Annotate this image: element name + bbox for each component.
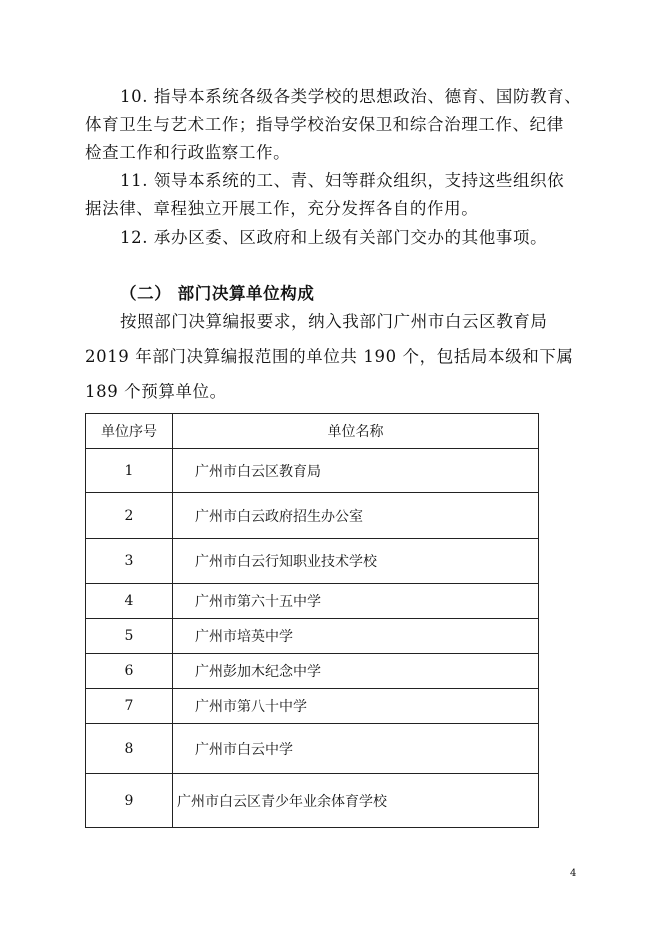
header-cell: 单位序号 (86, 414, 173, 449)
text-line: 189 个预算单位。 (85, 382, 227, 401)
text-line: 据法律、章程独立开展工作，充分发挥各自的作用。 (85, 199, 479, 218)
unit-name: 广州彭加木纪念中学 (173, 654, 539, 689)
table-row (86, 539, 539, 584)
text-line: 检查工作和行政监察工作。 (85, 143, 291, 162)
text-line: 12. 承办区委、区政府和上级有关部门交办的其他事项。 (120, 228, 548, 247)
unit-name: 广州市培英中学 (173, 619, 539, 654)
unit-number: 3 (86, 539, 173, 584)
text-line: 2019 年部门决算编报范围的单位共 190 个，包括局本级和下属 (85, 347, 574, 366)
unit-number: 6 (86, 654, 173, 689)
table-row (86, 619, 539, 654)
unit-number: 2 (86, 493, 173, 539)
unit-name: 广州市第六十五中学 (173, 584, 539, 619)
unit-name: 广州市白云中学 (173, 724, 539, 774)
unit-number: 9 (86, 774, 173, 828)
unit-name: 广州市白云政府招生办公室 (173, 493, 539, 539)
unit-number: 4 (86, 584, 173, 619)
table-row (86, 493, 539, 539)
text-line: 体育卫生与艺术工作；指导学校治安保卫和综合治理工作、纪律 (85, 115, 564, 134)
unit-name: 广州市白云区青少年业余体育学校 (173, 774, 539, 828)
unit-table (85, 413, 539, 828)
unit-number: 8 (86, 724, 173, 774)
table-header-row (86, 414, 539, 449)
unit-number: 5 (86, 619, 173, 654)
text-line: 10. 指导本系统各级各类学校的思想政治、德育、国防教育、 (120, 87, 582, 106)
page-number: 4 (570, 868, 577, 879)
unit-name: 广州市白云区教育局 (173, 449, 539, 493)
header-cell: 单位名称 (173, 414, 539, 449)
section-heading: （二） 部门决算单位构成 (120, 284, 315, 303)
table-row (86, 774, 539, 828)
unit-number: 7 (86, 689, 173, 724)
table-row (86, 584, 539, 619)
table-row (86, 449, 539, 493)
table-row (86, 654, 539, 689)
unit-number: 1 (86, 449, 173, 493)
text-line: 按照部门决算编报要求，纳入我部门广州市白云区教育局 (120, 312, 548, 331)
table-row (86, 689, 539, 724)
text-line: 11. 领导本系统的工、青、妇等群众组织，支持这些组织依 (120, 171, 565, 190)
unit-name: 广州市第八十中学 (173, 689, 539, 724)
table-row (86, 724, 539, 774)
unit-name: 广州市白云行知职业技术学校 (173, 539, 539, 584)
